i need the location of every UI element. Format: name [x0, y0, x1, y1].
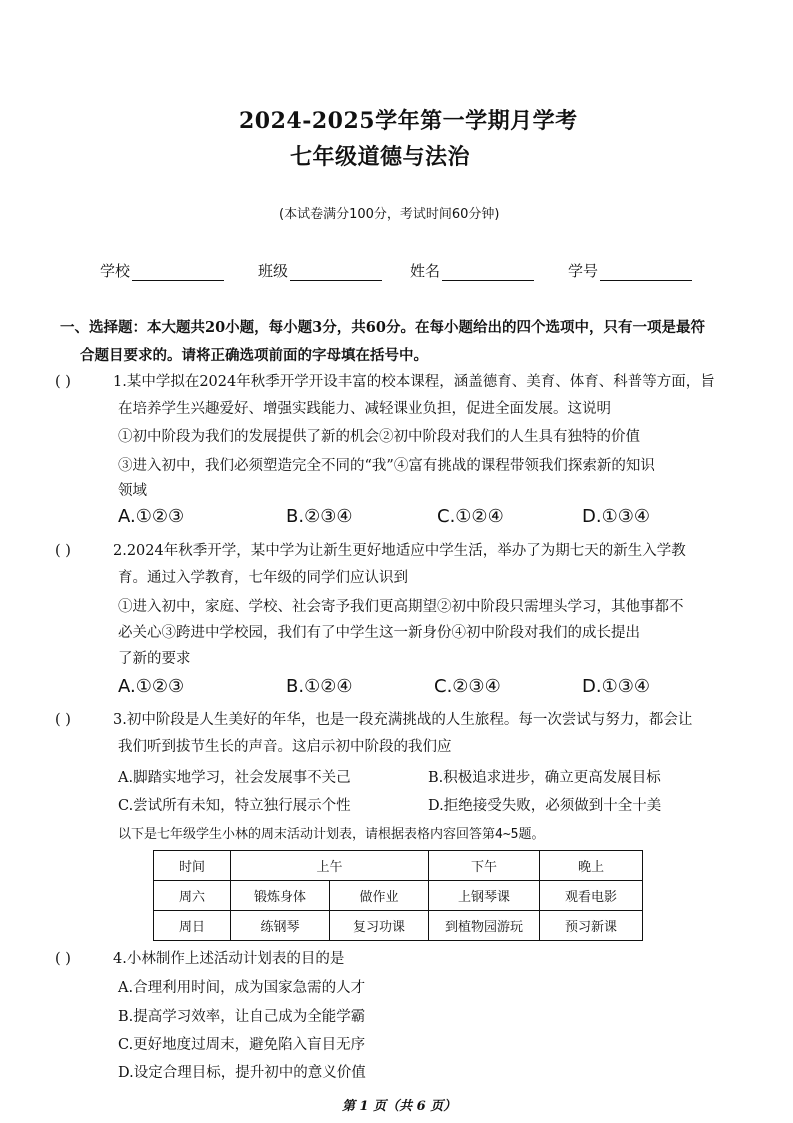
header-afternoon: 下午 — [429, 851, 540, 881]
name-label: 姓名 — [410, 262, 441, 280]
q2-answer-paren[interactable]: ( ) — [55, 543, 71, 559]
table-cell: 上钢琴课 — [429, 881, 540, 911]
q1-option-a[interactable]: A.①②③ — [118, 506, 185, 527]
q1-statement-3: 领域 — [118, 483, 147, 499]
q2-statement-3: 了新的要求 — [118, 651, 191, 667]
school-blank[interactable] — [132, 264, 224, 281]
section-heading-line1: 一、选择题：本大题共20小题，每小题3分，共60分。在每小题给出的四个选项中，只有一项是最符 — [60, 319, 705, 336]
subject-title: 七年级道德与法治 — [290, 144, 471, 170]
q2-option-a[interactable]: A.①②③ — [118, 676, 185, 697]
table-cell: 锻炼身体 — [231, 881, 330, 911]
table-intro: 以下是七年级学生小林的周末活动计划表，请根据表格内容回答第4~5题。 — [118, 827, 545, 842]
table-cell: 到植物园游玩 — [429, 911, 540, 941]
number-label: 学号 — [568, 262, 599, 280]
q2-stem-line2: 育。通过入学教育，七年级的同学们应认识到 — [118, 570, 408, 586]
q1-answer-paren[interactable]: ( ) — [55, 374, 71, 390]
q3-stem-line1: 3.初中阶段是人生美好的年华，也是一段充满挑战的人生旅程。每一次尝试与努力，都会让 — [113, 712, 693, 728]
table-cell: 周六 — [154, 881, 231, 911]
q2-option-c[interactable]: C.②③④ — [434, 676, 501, 697]
q1-statement-2: ③进入初中，我们必须塑造完全不同的“我”④富有挑战的课程带领我们探索新的知识 — [118, 458, 655, 474]
q1-option-b[interactable]: B.②③④ — [286, 506, 353, 527]
q4-option-c[interactable]: C.更好地度过周末，避免陷入盲目无序 — [118, 1037, 366, 1053]
table-cell: 做作业 — [330, 881, 429, 911]
q3-option-d[interactable]: D.拒绝接受失败，必须做到十全十美 — [428, 798, 662, 814]
section-heading-line2: 合题目要求的。请将正确选项前面的字母填在括号中。 — [80, 347, 428, 364]
q4-stem-line1: 4.小林制作上述活动计划表的目的是 — [113, 951, 345, 967]
q4-option-b[interactable]: B.提高学习效率，让自己成为全能学霸 — [118, 1009, 366, 1025]
q1-stem-line1: 1.某中学拟在2024年秋季开学开设丰富的校本课程，涵盖德育、美育、体育、科普等方面，旨 — [113, 374, 715, 390]
q1-statement-1: ①初中阶段为我们的发展提供了新的机会②初中阶段对我们的人生具有独特的价值 — [118, 429, 640, 445]
header-time: 时间 — [154, 851, 231, 881]
table-cell: 观看电影 — [540, 881, 643, 911]
q2-option-b[interactable]: B.①②④ — [286, 676, 353, 697]
number-blank[interactable] — [600, 264, 692, 281]
class-blank[interactable] — [290, 264, 382, 281]
q2-stem-line1: 2.2024年秋季开学，某中学为让新生更好地适应中学生活，举办了为期七天的新生入学教 — [113, 543, 686, 559]
school-label: 学校 — [100, 262, 131, 280]
q2-option-d[interactable]: D.①③④ — [582, 676, 650, 697]
class-label: 班级 — [258, 262, 289, 280]
q4-option-d[interactable]: D.设定合理目标，提升初中的意义价值 — [118, 1065, 366, 1081]
class-field[interactable] — [258, 260, 382, 281]
q2-statement-2: 必关心③跨进中学校园，我们有了中学生这一新身份④初中阶段对我们的成长提出 — [118, 625, 640, 641]
name-field[interactable] — [410, 260, 534, 281]
q4-option-a[interactable]: A.合理利用时间，成为国家急需的人才 — [118, 980, 366, 996]
header-evening: 晚上 — [540, 851, 643, 881]
table-cell: 预习新课 — [540, 911, 643, 941]
q3-option-a[interactable]: A.脚踏实地学习，社会发展事不关己 — [118, 770, 351, 786]
table-header-row — [154, 851, 643, 881]
number-field[interactable] — [568, 260, 692, 281]
table-cell: 练钢琴 — [231, 911, 330, 941]
header-morning: 上午 — [231, 851, 429, 881]
table-row — [154, 911, 643, 941]
q3-answer-paren[interactable]: ( ) — [55, 712, 71, 728]
name-blank[interactable] — [442, 264, 534, 281]
exam-note: (本试卷满分100分，考试时间60分钟) — [279, 207, 500, 222]
school-field[interactable] — [100, 260, 224, 281]
q2-statement-1: ①进入初中，家庭、学校、社会寄予我们更高期望②初中阶段只需埋头学习，其他事都不 — [118, 599, 684, 615]
table-row — [154, 881, 643, 911]
page-footer: 第 1 页（共 6 页） — [342, 1099, 457, 1114]
q3-option-c[interactable]: C.尝试所有未知，特立独行展示个性 — [118, 798, 351, 814]
table-cell: 周日 — [154, 911, 231, 941]
q3-option-b[interactable]: B.积极追求进步，确立更高发展目标 — [428, 770, 661, 786]
q3-stem-line2: 我们听到拔节生长的声音。这启示初中阶段的我们应 — [118, 739, 452, 755]
table-cell: 复习功课 — [330, 911, 429, 941]
q1-stem-line2: 在培养学生兴趣爱好、增强实践能力、减轻课业负担，促进全面发展。这说明 — [118, 401, 611, 417]
q1-option-d[interactable]: D.①③④ — [582, 506, 650, 527]
exam-title: 2024-2025学年第一学期月学考 — [239, 108, 578, 134]
weekend-plan-table — [153, 850, 643, 941]
q1-option-c[interactable]: C.①②④ — [437, 506, 504, 527]
q4-answer-paren[interactable]: ( ) — [55, 951, 71, 967]
